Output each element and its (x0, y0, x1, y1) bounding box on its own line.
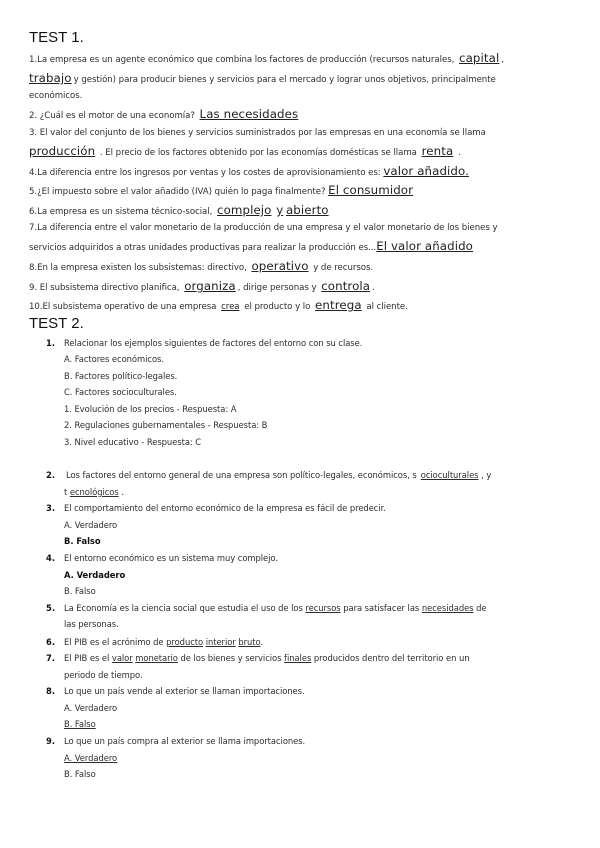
t2-q2-answer-socioculturales: ocioculturales (420, 470, 479, 480)
t1-q1-line1 (29, 52, 504, 66)
t1-q1-text-b: , (501, 55, 505, 65)
t2-q2-text-d: . (121, 487, 124, 497)
t2-q7-number: 7. (46, 653, 56, 663)
t1-q4-answer: valor añadido. (383, 164, 469, 178)
t2-q3-option-a: A. Verdadero (64, 520, 118, 530)
t2-q2-text-b: , y (481, 470, 492, 480)
t2-q8-option-b-selected: B. Falso (64, 719, 96, 729)
t1-q1-line2 (29, 72, 496, 86)
t2-q1-line: C. Factores socioculturales. (64, 387, 177, 397)
t2-q9-number: 9. (46, 736, 56, 746)
t1-q8-answer: operativo (251, 259, 309, 273)
t2-q5-text-a: La Economía es la ciencia social que estudia el uso de los (64, 603, 303, 613)
t2-q1-text: Relacionar los ejemplos siguientes de factores del entorno con su clase. (64, 338, 363, 348)
t1-q4 (29, 165, 471, 179)
t1-q10-text-b: el producto y lo (244, 302, 311, 312)
t2-q2-answer-tecnologicos: ecnológicos (69, 487, 119, 497)
t2-q6-text-b: . (260, 637, 264, 647)
t2-q6-answer-bruto: bruto (238, 637, 261, 647)
t2-q6-answer-producto: producto (166, 637, 204, 647)
t1-q6-answer-complejo: complejo (216, 203, 272, 217)
t1-q5-text: 5.¿El impuesto sobre el valor añadido (IVA) quién lo paga finalmente? (29, 187, 326, 197)
t2-q7-line1 (64, 652, 469, 664)
t2-q5-number: 5. (46, 603, 56, 613)
t2-q3-text: El comportamiento del entorno económico de la empresa es fácil de predecir. (64, 503, 386, 513)
t1-q2-answer: Las necesidades (199, 107, 299, 121)
t2-q2-number: 2. (46, 470, 56, 480)
t1-q9-answer-controla: controla (321, 279, 371, 293)
t1-q9 (29, 280, 375, 294)
t1-q9-text-c: . (372, 283, 375, 293)
t2-q7-text-b: de los bienes y servicios (180, 653, 282, 663)
t1-q6-text: 6.La empresa es un sistema técnico-social, (29, 207, 213, 217)
t2-q7-text-a: El PIB es el (64, 653, 110, 663)
t2-q5-text-c: de (476, 603, 487, 613)
t2-q2-line2 (64, 486, 124, 498)
t2-q8-option-a: A. Verdadero (64, 703, 118, 713)
t1-q3-answer-renta: renta (421, 144, 454, 158)
t1-q6 (29, 204, 331, 218)
t1-q3-line1: 3. El valor del conjunto de los bienes y servicios suministrados por las empresas en una economía se llama (29, 128, 486, 138)
t1-q3-text-c: . (457, 148, 461, 158)
t1-q10-answer-crea: crea (221, 302, 240, 312)
t1-q3-answer-produccion: producción (29, 144, 96, 158)
t1-q2-text: 2. ¿Cuál es el motor de una economía? (29, 111, 195, 121)
t1-q5-answer: El consumidor (328, 183, 414, 197)
t1-q1-line3: económicos. (29, 91, 83, 101)
t1-q8 (29, 260, 373, 274)
t2-q7-answer-valor: valor (111, 653, 133, 663)
t1-q4-text: 4.La diferencia entre los ingresos por ventas y los costes de aprovisionamiento es: (29, 168, 381, 178)
t2-q6-number: 6. (46, 637, 56, 647)
t2-q7-text-c: producidos dentro del territorio en un (313, 653, 470, 663)
t2-q8-text: Lo que un país vende al exterior se llaman importaciones. (64, 686, 305, 696)
t2-q2-text-c: t (64, 487, 68, 497)
t2-q8-number: 8. (46, 686, 56, 696)
t2-q4-text: El entorno económico es un sistema muy complejo. (64, 553, 278, 563)
t1-q10-text-c: al cliente. (366, 302, 408, 312)
t2-q1-line: 1. Evolución de los precios - Respuesta: A (64, 404, 237, 414)
t2-q5-line2: las personas. (64, 619, 119, 629)
t1-q7-line1: 7.La diferencia entre el valor monetario de la producción de una empresa y el valor monetario de los bienes y (29, 223, 498, 233)
t1-q5 (29, 184, 415, 198)
test1-title: TEST 1. (29, 29, 84, 46)
t2-q9-option-a-selected: A. Verdadero (64, 753, 118, 763)
t1-q9-text-a: 9. El subsistema directivo planifica, (29, 283, 180, 293)
t2-q2-text-a: Los factores del entorno general de una empresa son político-legales, económicos, s (66, 470, 417, 480)
t2-q9-option-b: B. Falso (64, 769, 96, 779)
t1-q8-text-b: y de recursos. (313, 263, 374, 273)
t2-q6-answer-interior: interior (205, 637, 236, 647)
t2-q6-text-a: El PIB es el acrónimo de (64, 637, 164, 647)
t2-q4-number: 4. (46, 553, 56, 563)
t1-q3-text-b: . El precio de los factores obtenido por las economías domésticas se llama (99, 148, 417, 158)
t2-q7-answer-finales: finales (284, 653, 312, 663)
t2-q4-option-b: B. Falso (64, 586, 96, 596)
t1-q2 (29, 108, 300, 122)
t1-q7-line2 (29, 240, 473, 254)
t2-q5-line1 (64, 602, 487, 614)
t1-q10-text-a: 10.El subsistema operativo de una empresa (29, 302, 217, 312)
t1-q7-answer: El valor añadido (376, 239, 473, 253)
t2-q9-text: Lo que un país compra al exterior se llama importaciones. (64, 736, 306, 746)
t1-q6-text-y: y (276, 203, 284, 217)
t1-q1-text-c: y gestión) para producir bienes y servicios para el mercado y lograr unos objetivos, principalmente (73, 75, 496, 85)
t2-q6-line (64, 636, 263, 648)
t1-q6-answer-abierto: abierto (285, 203, 329, 217)
t2-q1-line: A. Factores económicos. (64, 354, 164, 364)
t2-q1-line: 2. Regulaciones gubernamentales - Respuesta: B (64, 420, 268, 430)
t2-q5-answer-necesidades: necesidades (421, 603, 474, 613)
t2-q5-answer-recursos: recursos (305, 603, 341, 613)
t1-q7-text-b: servicios adquiridos a otras unidades productivas para realizar la producción es... (29, 243, 377, 253)
t2-q5-text-b: para satisfacer las (343, 603, 420, 613)
t1-q3-line2 (29, 145, 461, 159)
t1-q9-text-b: , dirige personas y (237, 283, 317, 293)
t1-q10 (29, 299, 408, 313)
t1-q1-answer-capital: capital (459, 51, 500, 65)
t1-q9-answer-organiza: organiza (184, 279, 236, 293)
t1-q10-answer-entrega: entrega (315, 298, 362, 312)
t2-q4-option-a-selected: A. Verdadero (64, 570, 126, 580)
t2-q3-option-b-selected: B. Falso (64, 536, 101, 546)
t2-q2-line1 (66, 469, 491, 481)
t1-q1-text-a: 1.La empresa es un agente económico que combina los factores de producción (recursos naturales, (29, 55, 455, 65)
t2-q1-number: 1. (46, 338, 56, 348)
t1-q8-text-a: 8.En la empresa existen los subsistemas: directivo, (29, 263, 247, 273)
t2-q1-line: B. Factores político-legales. (64, 371, 178, 381)
t2-q7-answer-monetario: monetario (135, 653, 178, 663)
t2-q1-line: 3. Nivel educativo - Respuesta: C (64, 437, 202, 447)
t2-q3-number: 3. (46, 503, 56, 513)
test2-title: TEST 2. (29, 315, 84, 332)
t2-q7-line2: periodo de tiempo. (64, 670, 143, 680)
t1-q1-answer-trabajo: trabajo (29, 71, 72, 85)
